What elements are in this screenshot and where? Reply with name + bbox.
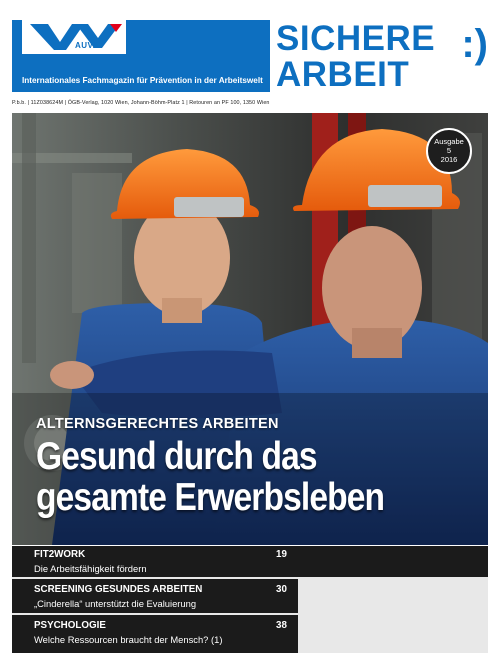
contents-divider xyxy=(12,577,298,579)
auva-logo xyxy=(22,20,126,54)
contents-item-title: SCREENING GESUNDES ARBEITEN xyxy=(34,584,203,595)
contents-item-page: 38 xyxy=(276,620,287,631)
headline-line-2: gesamte Erwerbsleben xyxy=(36,476,385,519)
contents-item-title: PSYCHOLOGIE xyxy=(34,620,106,631)
headline-line-1: Gesund durch das xyxy=(36,435,317,478)
magazine-brand xyxy=(276,20,488,92)
contents-panel xyxy=(12,546,488,653)
contents-item[interactable] xyxy=(12,617,298,653)
issue-year: 2016 xyxy=(440,155,458,164)
issue-badge xyxy=(426,128,472,174)
cover-headline xyxy=(36,436,423,518)
contents-item[interactable] xyxy=(12,581,298,617)
contents-item[interactable] xyxy=(12,546,298,577)
postal-info-line: P.b.b. | 11Z038624M | ÖGB-Verlag, 1020 Wien, Johann-Böhm-Platz 1 | Retouren an PF 100, 1350 Wien xyxy=(12,100,270,106)
contents-item-subtitle: „Cinderella“ unterstützt die Evaluierung xyxy=(34,598,197,609)
masthead xyxy=(12,20,488,92)
auva-logo-icon xyxy=(22,20,126,54)
contents-blank-panel xyxy=(298,577,488,653)
smiley-icon: :) xyxy=(461,22,488,66)
auva-logo-text: AUVA xyxy=(75,41,100,50)
issue-number: 5 xyxy=(446,146,452,155)
magazine-tagline: Internationales Fachmagazin für Prävention in der Arbeitswelt xyxy=(22,76,263,85)
brand-word-sichere: SICHERE xyxy=(276,19,436,58)
cover-kicker: ALTERNSGERECHTES ARBEITEN xyxy=(36,416,279,432)
contents-item-subtitle: Die Arbeitsfähigkeit fördern xyxy=(34,563,147,574)
issue-label: Ausgabe xyxy=(434,137,464,146)
contents-item-title: FIT2WORK xyxy=(34,549,86,560)
contents-item-page: 19 xyxy=(276,549,287,560)
contents-item-subtitle: Welche Ressourcen braucht der Mensch? (1) xyxy=(34,634,223,645)
brand-word-arbeit: ARBEIT xyxy=(276,55,410,94)
contents-item-page: 30 xyxy=(276,584,287,595)
masthead-blue-panel xyxy=(12,20,270,92)
contents-divider xyxy=(12,613,298,615)
